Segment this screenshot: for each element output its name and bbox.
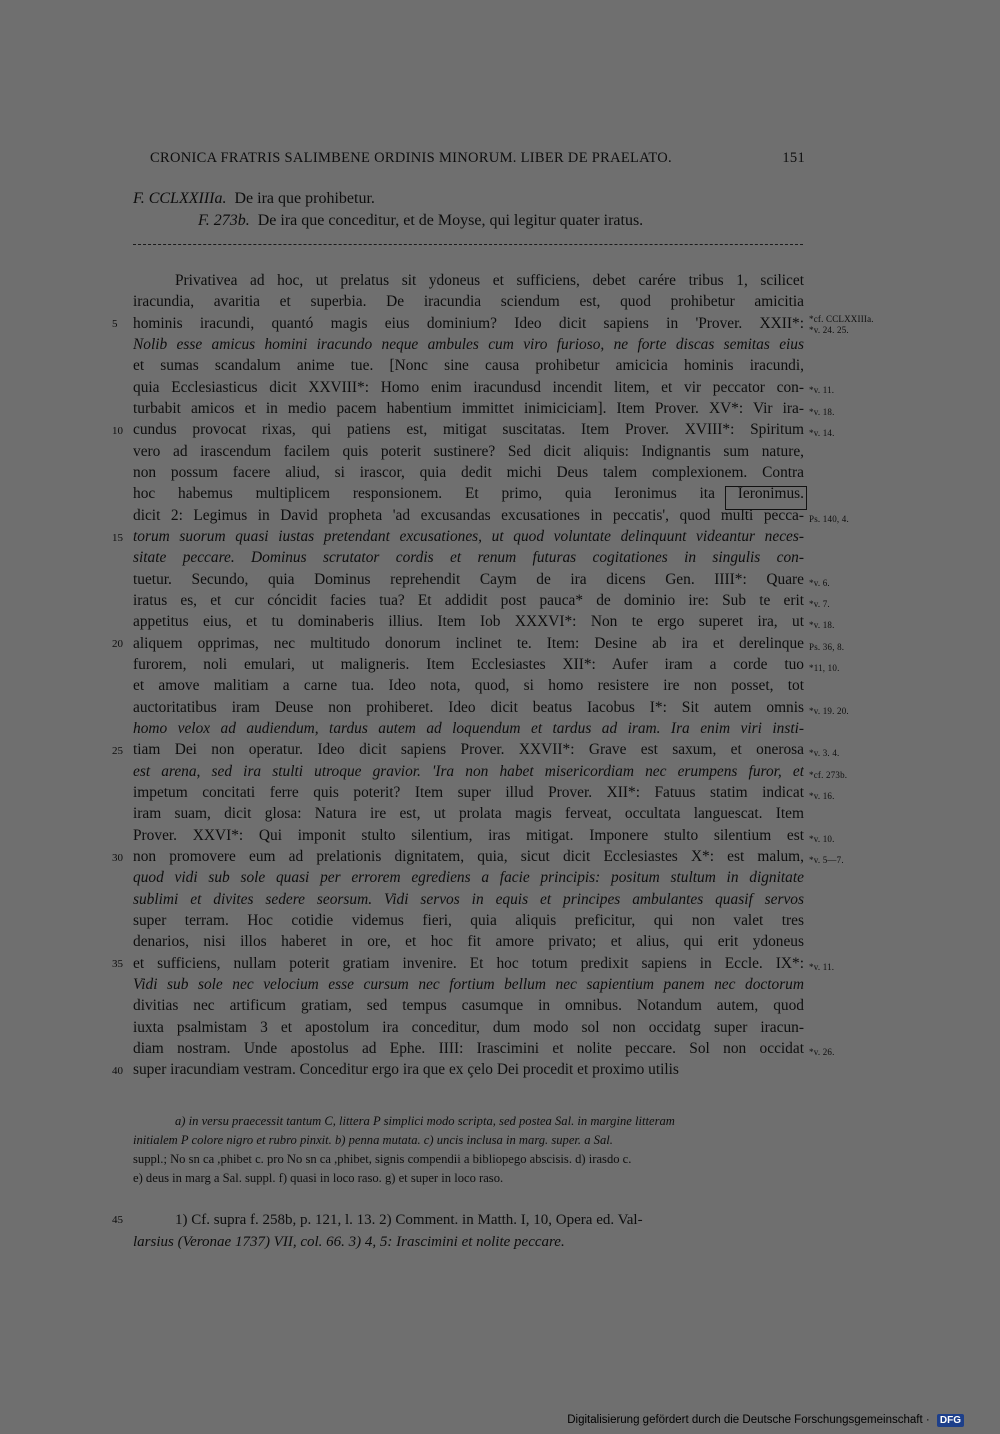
body-line: sublimi et divites sedere seorsum. Vidi servos in equis et principes ambulantes quasif servos: [133, 890, 804, 908]
chapter-heading-2: [198, 212, 643, 230]
running-head-title: CRONICA FRATRIS SALIMBENE ORDINIS MINORUM. LIBER DE PRAELATO.: [150, 150, 672, 166]
margin-note: *v. 18.: [809, 620, 835, 630]
body-line: non possum facere aliud, si irascor, quia dedit michi Deus talem complexionem. Contra: [133, 464, 804, 481]
apparatus-line: initialem P colore nigro et rubro pinxit. b) penna mutata. c) uncis inclusa in marg. super. a Sal.: [133, 1133, 613, 1147]
chapter-title: De ira que conceditur, et de Moyse, qui legitur quater iratus.: [257, 212, 644, 229]
body-line: iuxta psalmistam 3 et apostolum ira conceditur, dum modo sol non occidatg super iracun-: [133, 1018, 804, 1036]
body-line: super iracundiam vestram. Conceditur ergo ira que ex çelo Dei procedit et proximo utilis: [133, 1061, 679, 1078]
body-line: Prover. XXVI*: Qui imponit stulto silentium, iras mitigat. Imponere stulto silentium est: [133, 826, 804, 844]
body-line: super terram. Hoc cotidie videmus fieri, quia aliquis preficitur, qui non valet tres: [133, 912, 804, 929]
margin-note: *v. 11.: [809, 962, 835, 972]
body-line: est arena, sed ira stulti utroque gravior. 'Ira non habet misericordiam nec erumpens furor, et: [133, 762, 804, 780]
line-number: 40: [112, 1065, 123, 1077]
page-number: 151: [782, 150, 805, 166]
divider-rule: [133, 244, 803, 245]
body-line: homo velox ad audiendum, tardus autem ad loquendum et tardus ad iram. Ira enim viri insti-: [133, 720, 804, 737]
body-line: et sumas scandalum anime tue. [Nonc sine causa prohibetur amicicia hominis iracundi,: [133, 357, 804, 374]
body-line: turbabit amicos et in medio pacem habentium immittet inimiciciam]. Item Prover. XV*: Vir ira-: [133, 400, 804, 417]
margin-note: *v. 14.: [809, 428, 835, 438]
chapter-heading-1: [133, 190, 375, 208]
body-line: et sufficiens, nullam poterit gratiam invenire. Et hoc totum predixit sapiens in Eccle. IX*:: [133, 954, 804, 972]
body-line: tiam Dei non operatur. Ideo dicit sapiens Prover. XXVII*: Grave est saxum, et onerosa: [133, 741, 804, 758]
digitization-footer: [567, 1414, 964, 1427]
line-number: 35: [112, 958, 123, 970]
margin-note: *v. 5—7.: [809, 855, 844, 865]
body-line: sitate peccare. Dominus scrutator cordis et renum futuras cogitationes in singulis con-: [133, 549, 804, 566]
margin-note: *v. 10.: [809, 834, 835, 844]
margin-note: *cf. 273b.: [809, 770, 848, 780]
line-number: 25: [112, 745, 123, 757]
body-line: divitias nec artificum gratiam, sed tempus casumque in omnibus. Notandum autem, quod: [133, 997, 804, 1014]
body-line: hoc habemus multiplicem responsionem. Et primo, quia Ieronimus ita Ieronimus.: [133, 485, 804, 502]
folio-label: F. 273b.: [198, 212, 250, 229]
body-line: dicit 2: Legimus in David propheta 'ad excusandas excusationes in peccatis', quod multi pecca-: [133, 506, 804, 524]
body-line: aliquem opprimas, nec multitudo donorum inclinet te. Item: Desine ab ira et derelinque: [133, 634, 804, 652]
margin-note: *v. 19. 20.: [809, 706, 849, 716]
line-number: 5: [112, 318, 118, 330]
line-number: 30: [112, 852, 123, 864]
body-line: et amove malitiam a carne tua. Ideo nota, quod, si homo resistere ire non posset, tot: [133, 677, 804, 694]
margin-note: *v. 16.: [809, 791, 835, 801]
body-line: iram suam, dicit glosa: Natura ire est, ut prolata magis ferveat, occultata languescat. Item: [133, 805, 804, 822]
body-line: tuetur. Secundo, quia Dominus reprehendit Caym de ira dicens Gen. IIII*: Quare: [133, 570, 804, 588]
margin-note: *cf. CCLXXIIIa.: [809, 314, 874, 324]
line-number: 15: [112, 532, 123, 544]
footer-text: Digitalisierung gefördert durch die Deutsche Forschungsgemeinschaft ·: [567, 1414, 930, 1426]
margin-note: Ps. 140, 4.: [809, 514, 849, 524]
running-head: [150, 150, 805, 167]
margin-note: *v. 3. 4.: [809, 748, 840, 758]
body-line: denarios, nisi illos haberet in ore, et hoc fit amore privato; et alius, qui erit ydoneus: [133, 933, 804, 950]
margin-note: *v. 7.: [809, 599, 830, 609]
apparatus-line: a) in versu praecessit tantum C, littera P simplici modo scripta, sed postea Sal. in margine litteram: [175, 1114, 675, 1128]
body-line: Vidi sub sole nec velocium esse cursum nec fortium bellum nec sapientium panem nec doctorum: [133, 976, 804, 993]
margin-note: *v. 24. 25.: [809, 325, 849, 335]
margin-note: *v. 18.: [809, 407, 835, 417]
apparatus-line: e) deus in marg a Sal. suppl. f) quasi in loco raso. g) et super in loco raso.: [133, 1171, 504, 1185]
body-line: appetitus eius, et tu dominaberis illius. Item Iob XXXVI*: Non te ergo superet ira, ut: [133, 613, 804, 630]
body-line: diam nostram. Unde apostolus ad Ephe. IIII: Irascimini et nolite peccare. Sol non occidat: [133, 1040, 804, 1057]
line-number: 20: [112, 638, 123, 650]
line-number: 45: [112, 1214, 123, 1226]
apparatus-line: suppl.; No sn ca ,phibet c. pro No sn ca ,phibet, signis compendii a bibliopego abscisis. d) irasdo c.: [133, 1152, 632, 1166]
body-line: hominis iracundi, quantó magis eius dominium? Ideo dicit sapiens in 'Prover. XXII*:: [133, 314, 804, 332]
body-line: cundus provocat rixas, qui patiens est, mitigat suscitatas. Item Prover. XVIII*: Spiritum: [133, 421, 804, 438]
margin-note: *11, 10.: [809, 663, 840, 673]
margin-note: Ps. 36, 8.: [809, 642, 845, 652]
body-line: torum suorum quasi iustas pretendant excusationes, ut quod voluntate delinquunt videantur neces-: [133, 528, 804, 545]
body-line: Privativea ad hoc, ut prelatus sit ydoneus et sufficiens, debet carére tribus 1, scilicet: [175, 272, 804, 289]
margin-note: *v. 11.: [809, 385, 835, 395]
body-line: vero ad irascendum facilem quis poterit sustinere? Sed dicit aliquis: Indignantis sum nature,: [133, 442, 804, 460]
source-note-line: larsius (Veronae 1737) VII, col. 66. 3) 4, 5: Irascimini et nolite peccare.: [133, 1234, 565, 1250]
body-line: quod vidi sub sole quasi per errorem egrediens a facie principis: positum stultum in dignitate: [133, 869, 804, 886]
chapter-title: De ira que prohibetur.: [234, 190, 375, 207]
body-line: non promovere eum ad prelationis dignitatem, quia, sicut dicit Ecclesiastes X*: est malum,: [133, 848, 804, 865]
margin-note: *v. 6.: [809, 578, 830, 588]
line-number: 10: [112, 425, 123, 437]
margin-note: *v. 26.: [809, 1047, 835, 1057]
boxed-marginal-correction: [725, 486, 807, 510]
body-line: impetum concitati ferre quis poterit? Item super illud Prover. XII*: Fatuus statim indicat: [133, 784, 804, 801]
dfg-logo: DFG: [937, 1414, 964, 1427]
source-note-line: 1) Cf. supra f. 258b, p. 121, l. 13. 2) Comment. in Matth. I, 10, Opera ed. Val-: [175, 1212, 643, 1228]
body-line: iratus es, et cur cóncidit facies tua? Et addidit post pauca* de dominio ire: Sub te erit: [133, 592, 804, 609]
body-line: Nolib esse amicus homini iracundo neque ambules cum viro furioso, ne forte discas semitas eius: [133, 336, 804, 353]
body-line: auctoritatibus iram Deuse non prohiberet. Ideo dicit beatus Iacobus I*: Sit autem omnis: [133, 698, 804, 716]
body-line: furorem, noli emulari, ut maligneris. Item Ecclesiastes XII*: Aufer iram a corde tuo: [133, 656, 804, 673]
body-line: iracundia, avaritia et superbia. De iracundia sciendum est, quod prohibetur amicitia: [133, 293, 804, 310]
folio-label: F. CCLXXIIIa.: [133, 190, 227, 207]
body-line: quia Ecclesiasticus dicit XXVIII*: Homo enim iracundusd incendit litem, et vir peccator con-: [133, 378, 804, 396]
